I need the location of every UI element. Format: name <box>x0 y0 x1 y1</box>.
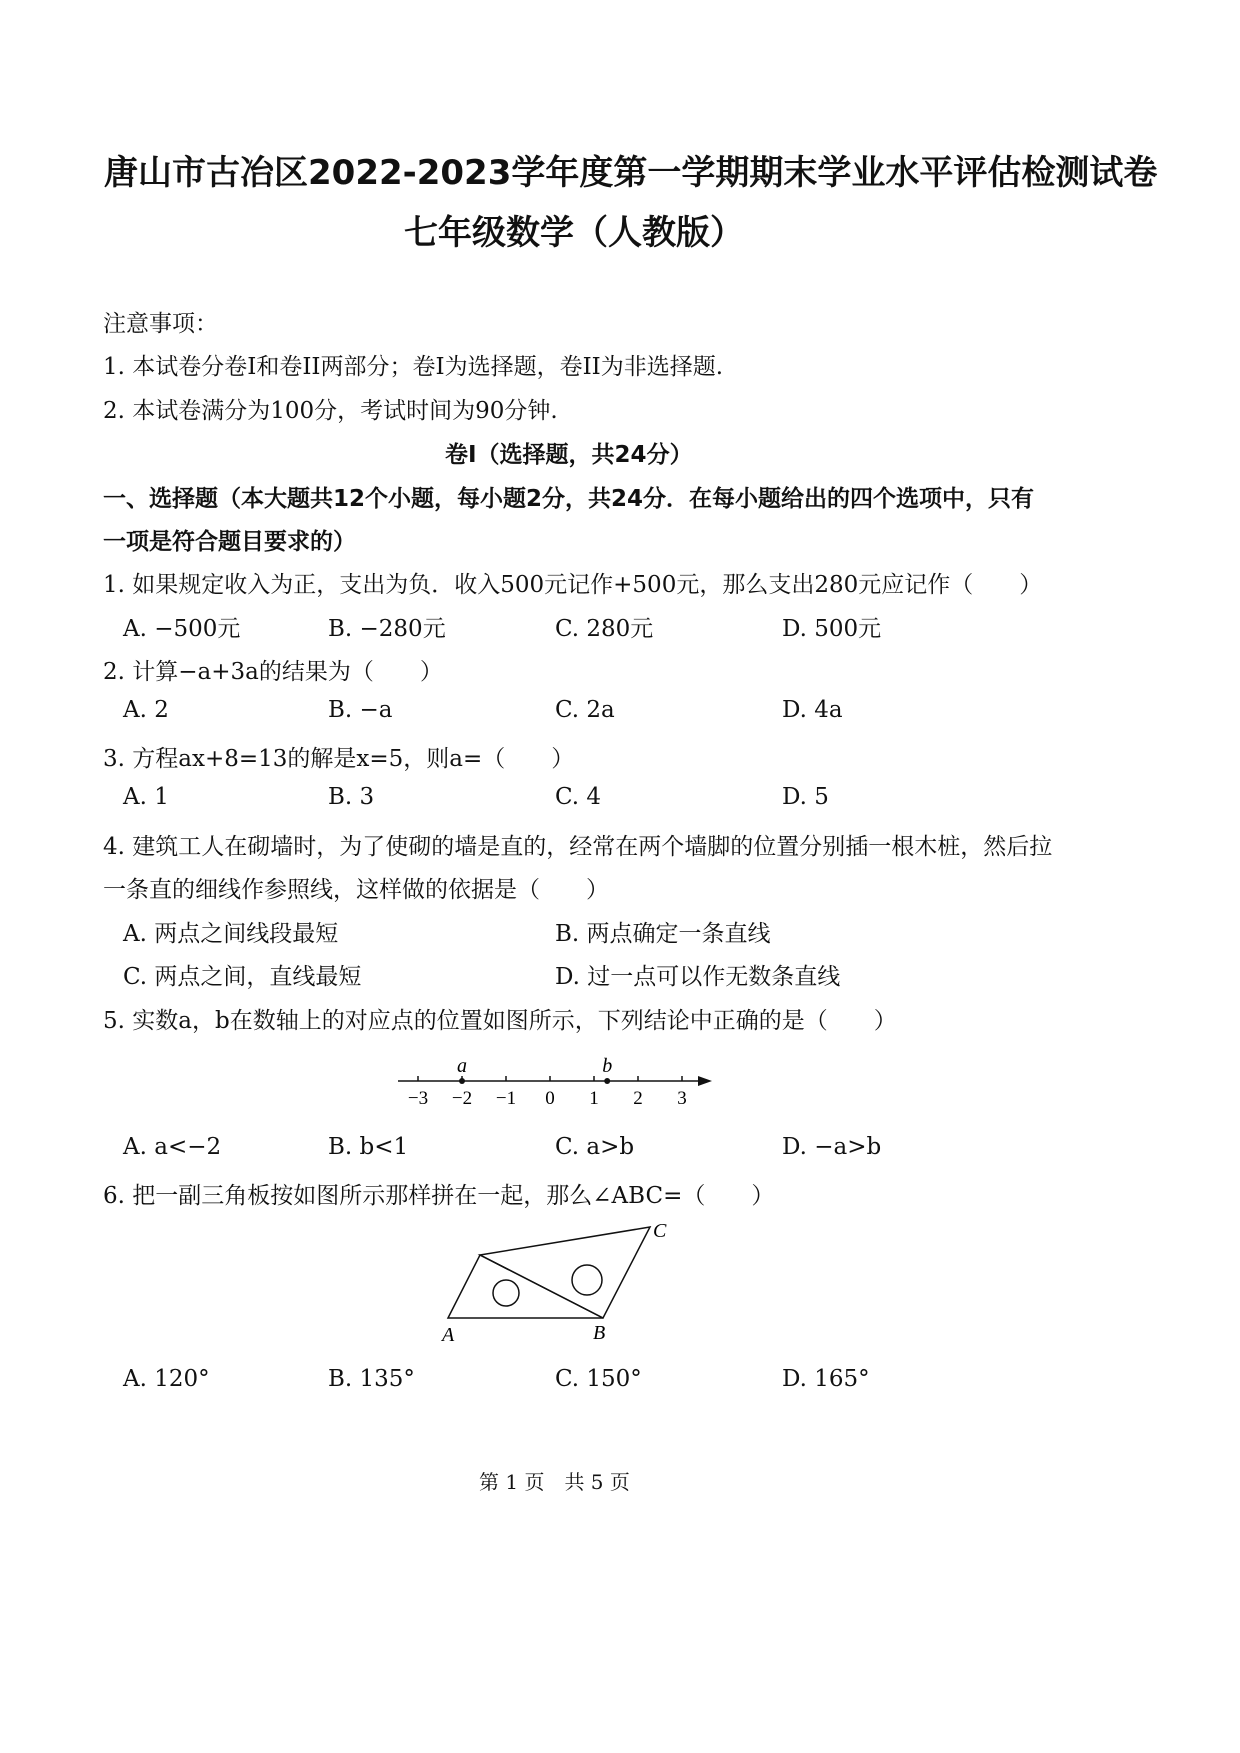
number-line-figure <box>390 1050 730 1110</box>
question-1-option-d: D. 500元 <box>782 616 882 642</box>
question-1-option-a: A. −500元 <box>123 616 241 642</box>
section-instruction: 一、选择题（本大题共12个小题，每小题2分，共24分．在每小题给出的四个选项中，只有 <box>103 486 1035 512</box>
page-number: 第 1 页 共 5 页 <box>479 1470 630 1494</box>
note-item: 1. 本试卷分卷I和卷II两部分；卷I为选择题，卷II为非选择题. <box>103 354 724 380</box>
notes-heading: 注意事项： <box>103 311 218 337</box>
arrow-head-icon <box>698 1076 712 1086</box>
question-2-option-b: B. −a <box>328 697 393 723</box>
exam-title: 唐山市古冶区2022-2023学年度第一学期期末学业水平评估检测试卷 <box>104 153 1158 193</box>
question-3-option-b: B. 3 <box>328 784 375 810</box>
question-2-option-c: C. 2a <box>555 697 615 723</box>
question-4-option-c: C. 两点之间，直线最短 <box>123 964 362 990</box>
exam-subtitle: 七年级数学（人教版） <box>404 213 744 253</box>
tick-label: −2 <box>451 1088 473 1109</box>
triangle-30-60 <box>480 1227 650 1318</box>
question-2-stem: 2. 计算−a+3a的结果为（ ） <box>103 659 443 685</box>
question-6-stem: 6. 把一副三角板按如图所示那样拼在一起，那么∠ABC=（ ） <box>103 1183 775 1209</box>
tick-label: 0 <box>545 1088 555 1109</box>
question-3-option-d: D. 5 <box>782 784 829 810</box>
vertex-label-a: A <box>442 1324 455 1346</box>
triangle-45 <box>448 1255 603 1318</box>
question-1-stem: 1. 如果规定收入为正，支出为负．收入500元记作+500元，那么支出280元应记作（ ） <box>103 572 1043 598</box>
question-5-option-a: A. a<−2 <box>123 1134 222 1160</box>
question-4-option-b: B. 两点确定一条直线 <box>555 921 771 947</box>
vertex-label-b: B <box>593 1322 606 1344</box>
question-1-option-b: B. −280元 <box>328 616 446 642</box>
question-6-option-b: B. 135° <box>328 1366 415 1392</box>
vertex-label-c: C <box>653 1220 667 1242</box>
point-b-dot <box>604 1078 610 1084</box>
point-b-label: b <box>602 1055 613 1077</box>
point-a-dot <box>459 1078 465 1084</box>
question-2-option-d: D. 4a <box>782 697 843 723</box>
question-4-stem-cont: 一条直的细线作参照线，这样做的依据是（ ） <box>103 877 609 903</box>
tick-label: 3 <box>677 1088 687 1109</box>
question-3-option-a: A. 1 <box>123 784 169 810</box>
triangle-hole <box>493 1280 519 1306</box>
question-4-option-d: D. 过一点可以作无数条直线 <box>555 964 841 990</box>
point-a-label: a <box>457 1055 467 1077</box>
triangle-set-figure <box>430 1215 690 1355</box>
question-4-stem: 4. 建筑工人在砌墙时，为了使砌的墙是直的，经常在两个墙脚的位置分别插一根木桩，然后拉 <box>103 834 1053 860</box>
question-5-option-b: B. b<1 <box>328 1134 409 1160</box>
tick-label: 2 <box>633 1088 643 1109</box>
triangle-hole <box>572 1265 602 1295</box>
question-1-option-c: C. 280元 <box>555 616 654 642</box>
tick-label: 1 <box>589 1088 599 1109</box>
question-6-option-a: A. 120° <box>123 1366 210 1392</box>
question-6-option-c: C. 150° <box>555 1366 642 1392</box>
question-3-stem: 3. 方程ax+8=13的解是x=5，则a=（ ） <box>103 746 575 772</box>
question-2-option-a: A. 2 <box>123 697 169 723</box>
section-title: 卷I（选择题，共24分） <box>445 442 693 468</box>
question-5-stem: 5. 实数a，b在数轴上的对应点的位置如图所示，下列结论中正确的是（ ） <box>103 1008 897 1034</box>
section-instruction-cont: 一项是符合题目要求的） <box>103 529 356 555</box>
tick-label: −3 <box>407 1088 429 1109</box>
question-3-option-c: C. 4 <box>555 784 602 810</box>
question-4-option-a: A. 两点之间线段最短 <box>123 921 339 947</box>
question-6-option-d: D. 165° <box>782 1366 870 1392</box>
question-5-option-c: C. a>b <box>555 1134 635 1160</box>
note-item: 2. 本试卷满分为100分，考试时间为90分钟. <box>103 398 558 424</box>
tick-label: −1 <box>495 1088 517 1109</box>
question-5-option-d: D. −a>b <box>782 1134 882 1160</box>
